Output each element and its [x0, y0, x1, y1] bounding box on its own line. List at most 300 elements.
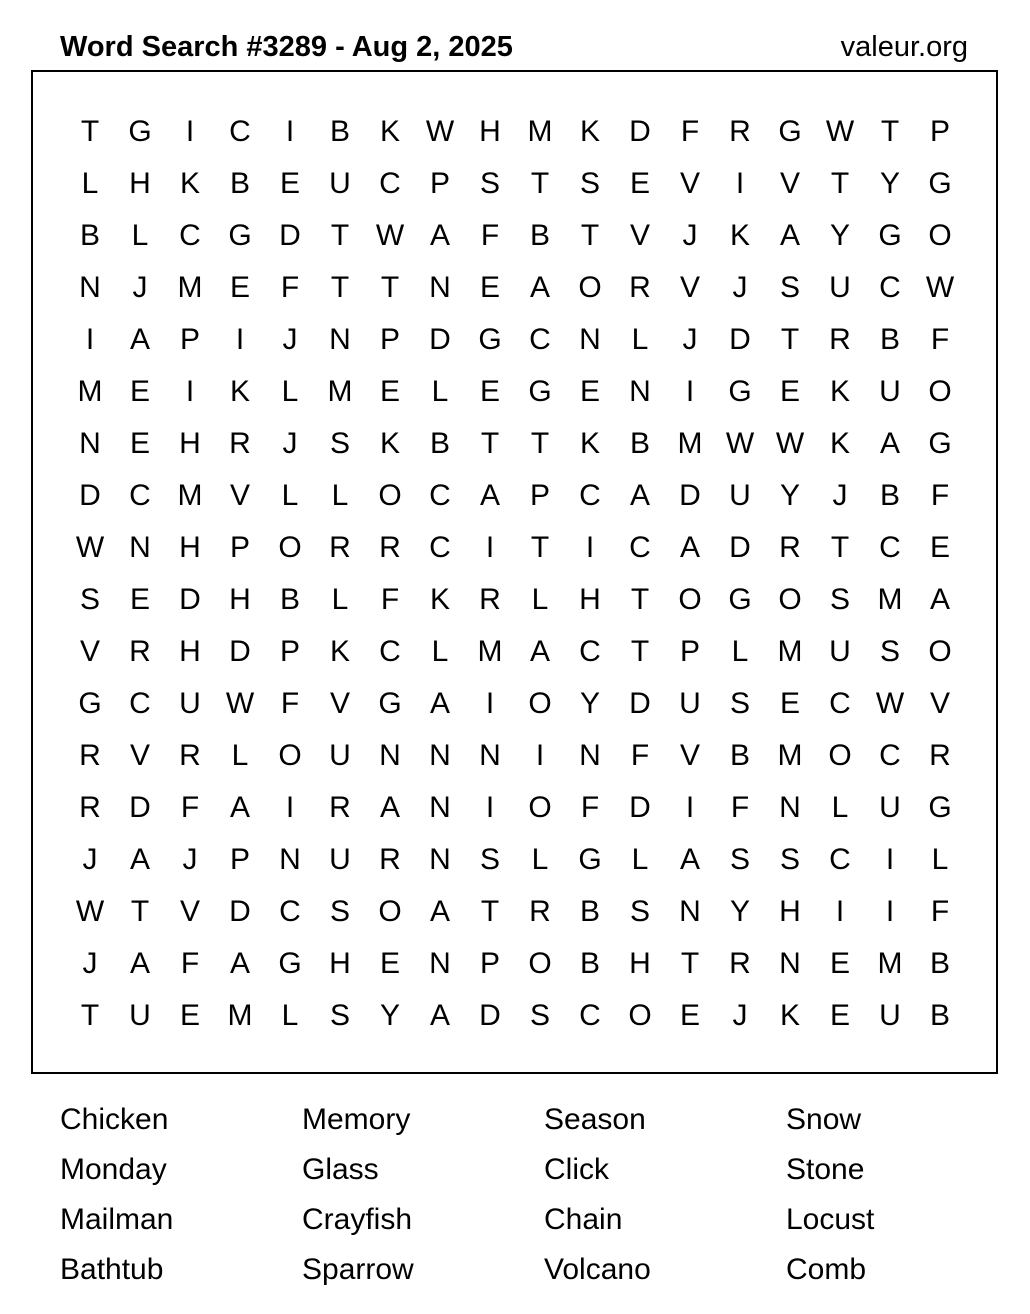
grid-letter[interactable]: T: [330, 219, 350, 252]
grid-letter[interactable]: B: [929, 999, 950, 1032]
grid-letter[interactable]: U: [329, 843, 351, 876]
grid-letter[interactable]: J: [682, 219, 698, 252]
grid-letter[interactable]: J: [282, 323, 298, 356]
grid-letter[interactable]: A: [229, 947, 250, 980]
grid-letter[interactable]: L: [731, 635, 749, 668]
grid-letter[interactable]: V: [129, 739, 150, 772]
grid-letter[interactable]: L: [931, 843, 949, 876]
grid-letter[interactable]: D: [279, 219, 301, 252]
grid-letter[interactable]: I: [185, 375, 195, 408]
grid-letter[interactable]: D: [79, 479, 101, 512]
grid-letter[interactable]: P: [529, 479, 550, 512]
grid-letter[interactable]: O: [628, 999, 652, 1032]
grid-letter[interactable]: V: [629, 219, 650, 252]
grid-letter[interactable]: D: [729, 531, 751, 564]
grid-letter[interactable]: U: [679, 687, 701, 720]
grid-letter[interactable]: U: [879, 791, 901, 824]
grid-letter[interactable]: N: [79, 271, 101, 304]
grid-letter[interactable]: B: [329, 115, 350, 148]
grid-letter[interactable]: A: [429, 219, 450, 252]
grid-letter[interactable]: S: [479, 167, 500, 200]
grid-letter[interactable]: T: [580, 219, 600, 252]
grid-letter[interactable]: M: [177, 479, 203, 512]
grid-letter[interactable]: M: [677, 427, 703, 460]
grid-letter[interactable]: E: [779, 375, 800, 408]
grid-letter[interactable]: D: [629, 687, 651, 720]
grid-letter[interactable]: K: [179, 167, 200, 200]
grid-letter[interactable]: N: [79, 427, 101, 460]
grid-letter[interactable]: B: [729, 739, 750, 772]
grid-letter[interactable]: R: [529, 895, 551, 928]
grid-letter[interactable]: I: [735, 167, 745, 200]
grid-letter[interactable]: J: [132, 271, 148, 304]
grid-letter[interactable]: E: [479, 375, 500, 408]
grid-letter[interactable]: S: [529, 999, 550, 1032]
grid-letter[interactable]: G: [128, 115, 152, 148]
grid-letter[interactable]: K: [579, 427, 600, 460]
grid-letter[interactable]: O: [578, 271, 602, 304]
grid-letter[interactable]: B: [929, 947, 950, 980]
grid-letter[interactable]: J: [182, 843, 198, 876]
grid-letter[interactable]: A: [129, 843, 150, 876]
grid-letter[interactable]: W: [775, 427, 805, 460]
grid-letter[interactable]: U: [329, 167, 351, 200]
grid-letter[interactable]: G: [478, 323, 502, 356]
grid-letter[interactable]: T: [830, 167, 850, 200]
grid-letter[interactable]: T: [680, 947, 700, 980]
grid-letter[interactable]: A: [429, 687, 450, 720]
grid-letter[interactable]: U: [879, 999, 901, 1032]
grid-letter[interactable]: I: [285, 115, 295, 148]
grid-letter[interactable]: A: [879, 427, 900, 460]
grid-letter[interactable]: F: [280, 687, 300, 720]
grid-letter[interactable]: Y: [379, 999, 400, 1032]
grid-letter[interactable]: A: [229, 791, 250, 824]
grid-letter[interactable]: T: [380, 271, 400, 304]
grid-letter[interactable]: A: [129, 323, 150, 356]
grid-letter[interactable]: L: [281, 479, 299, 512]
grid-letter[interactable]: T: [530, 427, 550, 460]
grid-letter[interactable]: E: [779, 687, 800, 720]
grid-letter[interactable]: C: [529, 323, 551, 356]
grid-letter[interactable]: R: [779, 531, 801, 564]
grid-letter[interactable]: L: [281, 375, 299, 408]
grid-letter[interactable]: C: [129, 479, 151, 512]
grid-letter[interactable]: K: [729, 219, 750, 252]
grid-letter[interactable]: F: [730, 791, 750, 824]
grid-letter[interactable]: I: [585, 531, 595, 564]
grid-letter[interactable]: G: [228, 219, 252, 252]
grid-letter[interactable]: T: [80, 999, 100, 1032]
grid-letter[interactable]: R: [729, 115, 751, 148]
grid-letter[interactable]: G: [378, 687, 402, 720]
grid-letter[interactable]: M: [177, 271, 203, 304]
grid-letter[interactable]: W: [225, 687, 255, 720]
grid-letter[interactable]: L: [531, 583, 549, 616]
grid-letter[interactable]: M: [227, 999, 253, 1032]
grid-letter[interactable]: N: [129, 531, 151, 564]
grid-letter[interactable]: W: [375, 219, 405, 252]
grid-letter[interactable]: T: [330, 271, 350, 304]
grid-letter[interactable]: V: [329, 687, 350, 720]
grid-letter[interactable]: G: [728, 583, 752, 616]
grid-letter[interactable]: C: [379, 635, 401, 668]
grid-letter[interactable]: O: [678, 583, 702, 616]
grid-letter[interactable]: F: [680, 115, 700, 148]
grid-letter[interactable]: C: [129, 687, 151, 720]
grid-letter[interactable]: S: [329, 427, 350, 460]
grid-letter[interactable]: C: [229, 115, 251, 148]
grid-letter[interactable]: C: [279, 895, 301, 928]
grid-letter[interactable]: N: [579, 739, 601, 772]
grid-letter[interactable]: R: [629, 271, 651, 304]
grid-letter[interactable]: K: [779, 999, 800, 1032]
grid-letter[interactable]: B: [279, 583, 300, 616]
grid-letter[interactable]: T: [780, 323, 800, 356]
grid-letter[interactable]: G: [78, 687, 102, 720]
grid-letter[interactable]: Y: [829, 219, 850, 252]
grid-letter[interactable]: O: [928, 219, 952, 252]
grid-letter[interactable]: L: [331, 583, 349, 616]
grid-letter[interactable]: U: [879, 375, 901, 408]
grid-letter[interactable]: E: [129, 427, 150, 460]
grid-letter[interactable]: S: [479, 843, 500, 876]
grid-letter[interactable]: U: [729, 479, 751, 512]
grid-letter[interactable]: I: [685, 791, 695, 824]
grid-letter[interactable]: F: [930, 323, 950, 356]
grid-letter[interactable]: O: [378, 479, 402, 512]
grid-letter[interactable]: I: [485, 531, 495, 564]
grid-letter[interactable]: K: [829, 427, 850, 460]
grid-letter[interactable]: T: [80, 115, 100, 148]
grid-letter[interactable]: M: [77, 375, 103, 408]
grid-letter[interactable]: A: [529, 271, 550, 304]
grid-letter[interactable]: B: [79, 219, 100, 252]
grid-letter[interactable]: I: [485, 687, 495, 720]
grid-letter[interactable]: N: [429, 271, 451, 304]
grid-letter[interactable]: D: [679, 479, 701, 512]
grid-letter[interactable]: A: [129, 947, 150, 980]
grid-letter[interactable]: L: [281, 999, 299, 1032]
grid-letter[interactable]: I: [285, 791, 295, 824]
grid-letter[interactable]: N: [779, 791, 801, 824]
grid-letter[interactable]: C: [429, 479, 451, 512]
grid-letter[interactable]: V: [929, 687, 950, 720]
grid-letter[interactable]: R: [729, 947, 751, 980]
grid-letter[interactable]: K: [379, 115, 400, 148]
grid-letter[interactable]: E: [129, 375, 150, 408]
grid-letter[interactable]: H: [129, 167, 151, 200]
grid-letter[interactable]: C: [179, 219, 201, 252]
grid-letter[interactable]: D: [229, 895, 251, 928]
grid-letter[interactable]: H: [779, 895, 801, 928]
grid-letter[interactable]: I: [685, 375, 695, 408]
grid-letter[interactable]: L: [331, 479, 349, 512]
grid-letter[interactable]: D: [479, 999, 501, 1032]
grid-letter[interactable]: G: [778, 115, 802, 148]
grid-letter[interactable]: P: [429, 167, 450, 200]
grid-letter[interactable]: U: [829, 635, 851, 668]
grid-letter[interactable]: S: [729, 687, 750, 720]
grid-letter[interactable]: T: [880, 115, 900, 148]
grid-letter[interactable]: V: [779, 167, 800, 200]
grid-letter[interactable]: R: [79, 739, 101, 772]
grid-letter[interactable]: B: [579, 947, 600, 980]
grid-letter[interactable]: A: [929, 583, 950, 616]
grid-letter[interactable]: I: [885, 895, 895, 928]
grid-letter[interactable]: B: [429, 427, 450, 460]
grid-letter[interactable]: B: [579, 895, 600, 928]
grid-letter[interactable]: T: [480, 895, 500, 928]
grid-letter[interactable]: N: [429, 947, 451, 980]
grid-letter[interactable]: H: [329, 947, 351, 980]
grid-letter[interactable]: K: [429, 583, 450, 616]
grid-letter[interactable]: F: [180, 791, 200, 824]
grid-letter[interactable]: R: [229, 427, 251, 460]
grid-letter[interactable]: B: [879, 323, 900, 356]
grid-letter[interactable]: L: [131, 219, 149, 252]
grid-letter[interactable]: F: [380, 583, 400, 616]
grid-letter[interactable]: B: [229, 167, 250, 200]
grid-letter[interactable]: O: [528, 947, 552, 980]
grid-letter[interactable]: G: [728, 375, 752, 408]
grid-letter[interactable]: D: [729, 323, 751, 356]
grid-letter[interactable]: I: [185, 115, 195, 148]
grid-letter[interactable]: D: [629, 115, 651, 148]
grid-letter[interactable]: P: [479, 947, 500, 980]
grid-letter[interactable]: N: [679, 895, 701, 928]
grid-letter[interactable]: A: [479, 479, 500, 512]
grid-letter[interactable]: P: [229, 531, 250, 564]
grid-letter[interactable]: A: [629, 479, 650, 512]
grid-letter[interactable]: R: [379, 531, 401, 564]
grid-letter[interactable]: V: [79, 635, 100, 668]
grid-letter[interactable]: G: [878, 219, 902, 252]
grid-letter[interactable]: J: [82, 843, 98, 876]
grid-letter[interactable]: N: [429, 843, 451, 876]
grid-letter[interactable]: E: [129, 583, 150, 616]
grid-letter[interactable]: F: [930, 895, 950, 928]
grid-letter[interactable]: C: [579, 999, 601, 1032]
grid-letter[interactable]: T: [630, 635, 650, 668]
grid-letter[interactable]: R: [829, 323, 851, 356]
grid-letter[interactable]: S: [629, 895, 650, 928]
grid-letter[interactable]: E: [179, 999, 200, 1032]
grid-letter[interactable]: F: [630, 739, 650, 772]
grid-letter[interactable]: C: [829, 843, 851, 876]
grid-letter[interactable]: A: [379, 791, 400, 824]
grid-letter[interactable]: V: [679, 271, 700, 304]
grid-letter[interactable]: M: [777, 635, 803, 668]
grid-letter[interactable]: M: [477, 635, 503, 668]
grid-letter[interactable]: L: [431, 375, 449, 408]
grid-letter[interactable]: W: [925, 271, 955, 304]
grid-letter[interactable]: V: [179, 895, 200, 928]
grid-letter[interactable]: I: [535, 739, 545, 772]
grid-letter[interactable]: F: [930, 479, 950, 512]
grid-letter[interactable]: V: [679, 739, 700, 772]
grid-letter[interactable]: M: [777, 739, 803, 772]
grid-letter[interactable]: R: [379, 843, 401, 876]
grid-letter[interactable]: H: [179, 427, 201, 460]
grid-letter[interactable]: Y: [729, 895, 750, 928]
grid-letter[interactable]: Y: [779, 479, 800, 512]
grid-letter[interactable]: T: [530, 531, 550, 564]
grid-letter[interactable]: J: [682, 323, 698, 356]
grid-letter[interactable]: A: [429, 895, 450, 928]
grid-letter[interactable]: P: [929, 115, 950, 148]
grid-letter[interactable]: U: [179, 687, 201, 720]
grid-letter[interactable]: G: [578, 843, 602, 876]
grid-letter[interactable]: N: [429, 739, 451, 772]
grid-letter[interactable]: M: [877, 583, 903, 616]
grid-letter[interactable]: S: [329, 999, 350, 1032]
grid-letter[interactable]: V: [679, 167, 700, 200]
grid-letter[interactable]: D: [629, 791, 651, 824]
grid-letter[interactable]: O: [778, 583, 802, 616]
grid-letter[interactable]: R: [329, 791, 351, 824]
grid-letter[interactable]: E: [579, 375, 600, 408]
grid-letter[interactable]: G: [528, 375, 552, 408]
grid-letter[interactable]: W: [825, 115, 855, 148]
grid-letter[interactable]: R: [179, 739, 201, 772]
grid-letter[interactable]: T: [130, 895, 150, 928]
grid-letter[interactable]: E: [229, 271, 250, 304]
grid-letter[interactable]: N: [779, 947, 801, 980]
grid-letter[interactable]: P: [679, 635, 700, 668]
grid-letter[interactable]: C: [429, 531, 451, 564]
grid-letter[interactable]: S: [829, 583, 850, 616]
grid-letter[interactable]: L: [631, 323, 649, 356]
grid-letter[interactable]: C: [879, 531, 901, 564]
grid-letter[interactable]: C: [879, 271, 901, 304]
grid-letter[interactable]: N: [579, 323, 601, 356]
grid-letter[interactable]: T: [830, 531, 850, 564]
grid-letter[interactable]: C: [379, 167, 401, 200]
grid-letter[interactable]: A: [679, 531, 700, 564]
grid-letter[interactable]: P: [229, 843, 250, 876]
grid-letter[interactable]: F: [180, 947, 200, 980]
grid-letter[interactable]: G: [928, 167, 952, 200]
grid-letter[interactable]: O: [278, 531, 302, 564]
grid-letter[interactable]: O: [278, 739, 302, 772]
grid-letter[interactable]: B: [629, 427, 650, 460]
grid-letter[interactable]: D: [429, 323, 451, 356]
grid-letter[interactable]: L: [81, 167, 99, 200]
grid-letter[interactable]: H: [629, 947, 651, 980]
grid-letter[interactable]: B: [879, 479, 900, 512]
grid-letter[interactable]: C: [829, 687, 851, 720]
grid-letter[interactable]: I: [835, 895, 845, 928]
grid-letter[interactable]: J: [82, 947, 98, 980]
grid-letter[interactable]: H: [479, 115, 501, 148]
grid-letter[interactable]: P: [279, 635, 300, 668]
grid-letter[interactable]: U: [829, 271, 851, 304]
grid-letter[interactable]: O: [828, 739, 852, 772]
grid-letter[interactable]: S: [79, 583, 100, 616]
grid-letter[interactable]: N: [279, 843, 301, 876]
grid-letter[interactable]: O: [528, 687, 552, 720]
grid-letter[interactable]: R: [79, 791, 101, 824]
grid-letter[interactable]: A: [779, 219, 800, 252]
grid-letter[interactable]: D: [229, 635, 251, 668]
grid-letter[interactable]: D: [129, 791, 151, 824]
grid-letter[interactable]: K: [829, 375, 850, 408]
grid-letter[interactable]: S: [579, 167, 600, 200]
grid-letter[interactable]: I: [235, 323, 245, 356]
grid-letter[interactable]: E: [929, 531, 950, 564]
grid-letter[interactable]: E: [679, 999, 700, 1032]
grid-letter[interactable]: N: [429, 791, 451, 824]
grid-letter[interactable]: C: [629, 531, 651, 564]
grid-letter[interactable]: S: [729, 843, 750, 876]
grid-letter[interactable]: R: [479, 583, 501, 616]
grid-letter[interactable]: S: [779, 843, 800, 876]
grid-letter[interactable]: O: [928, 375, 952, 408]
grid-letter[interactable]: T: [480, 427, 500, 460]
grid-letter[interactable]: R: [329, 531, 351, 564]
grid-letter[interactable]: N: [629, 375, 651, 408]
grid-letter[interactable]: E: [479, 271, 500, 304]
grid-letter[interactable]: L: [831, 791, 849, 824]
grid-letter[interactable]: H: [229, 583, 251, 616]
grid-letter[interactable]: W: [75, 531, 105, 564]
grid-letter[interactable]: G: [928, 791, 952, 824]
grid-letter[interactable]: T: [530, 167, 550, 200]
grid-letter[interactable]: O: [378, 895, 402, 928]
grid-letter[interactable]: E: [829, 947, 850, 980]
grid-letter[interactable]: R: [129, 635, 151, 668]
grid-letter[interactable]: E: [379, 947, 400, 980]
grid-letter[interactable]: L: [631, 843, 649, 876]
grid-letter[interactable]: I: [885, 843, 895, 876]
grid-letter[interactable]: S: [329, 895, 350, 928]
grid-letter[interactable]: N: [479, 739, 501, 772]
grid-letter[interactable]: E: [629, 167, 650, 200]
grid-letter[interactable]: Y: [879, 167, 900, 200]
grid-letter[interactable]: F: [280, 271, 300, 304]
grid-letter[interactable]: C: [579, 479, 601, 512]
grid-letter[interactable]: E: [379, 375, 400, 408]
grid-letter[interactable]: J: [282, 427, 298, 460]
grid-letter[interactable]: N: [379, 739, 401, 772]
grid-letter[interactable]: S: [879, 635, 900, 668]
grid-letter[interactable]: J: [732, 999, 748, 1032]
grid-letter[interactable]: U: [129, 999, 151, 1032]
grid-letter[interactable]: B: [529, 219, 550, 252]
grid-letter[interactable]: L: [231, 739, 249, 772]
grid-letter[interactable]: D: [179, 583, 201, 616]
grid-letter[interactable]: F: [480, 219, 500, 252]
grid-letter[interactable]: E: [279, 167, 300, 200]
grid-letter[interactable]: H: [179, 531, 201, 564]
grid-letter[interactable]: M: [877, 947, 903, 980]
grid-letter[interactable]: K: [329, 635, 350, 668]
grid-letter[interactable]: A: [679, 843, 700, 876]
grid-letter[interactable]: L: [431, 635, 449, 668]
grid-letter[interactable]: A: [429, 999, 450, 1032]
grid-letter[interactable]: W: [725, 427, 755, 460]
grid-letter[interactable]: H: [179, 635, 201, 668]
grid-letter[interactable]: K: [229, 375, 250, 408]
grid-letter[interactable]: H: [579, 583, 601, 616]
grid-letter[interactable]: A: [529, 635, 550, 668]
grid-letter[interactable]: C: [879, 739, 901, 772]
grid-letter[interactable]: W: [425, 115, 455, 148]
grid-letter[interactable]: K: [379, 427, 400, 460]
grid-letter[interactable]: R: [929, 739, 951, 772]
grid-letter[interactable]: G: [928, 427, 952, 460]
